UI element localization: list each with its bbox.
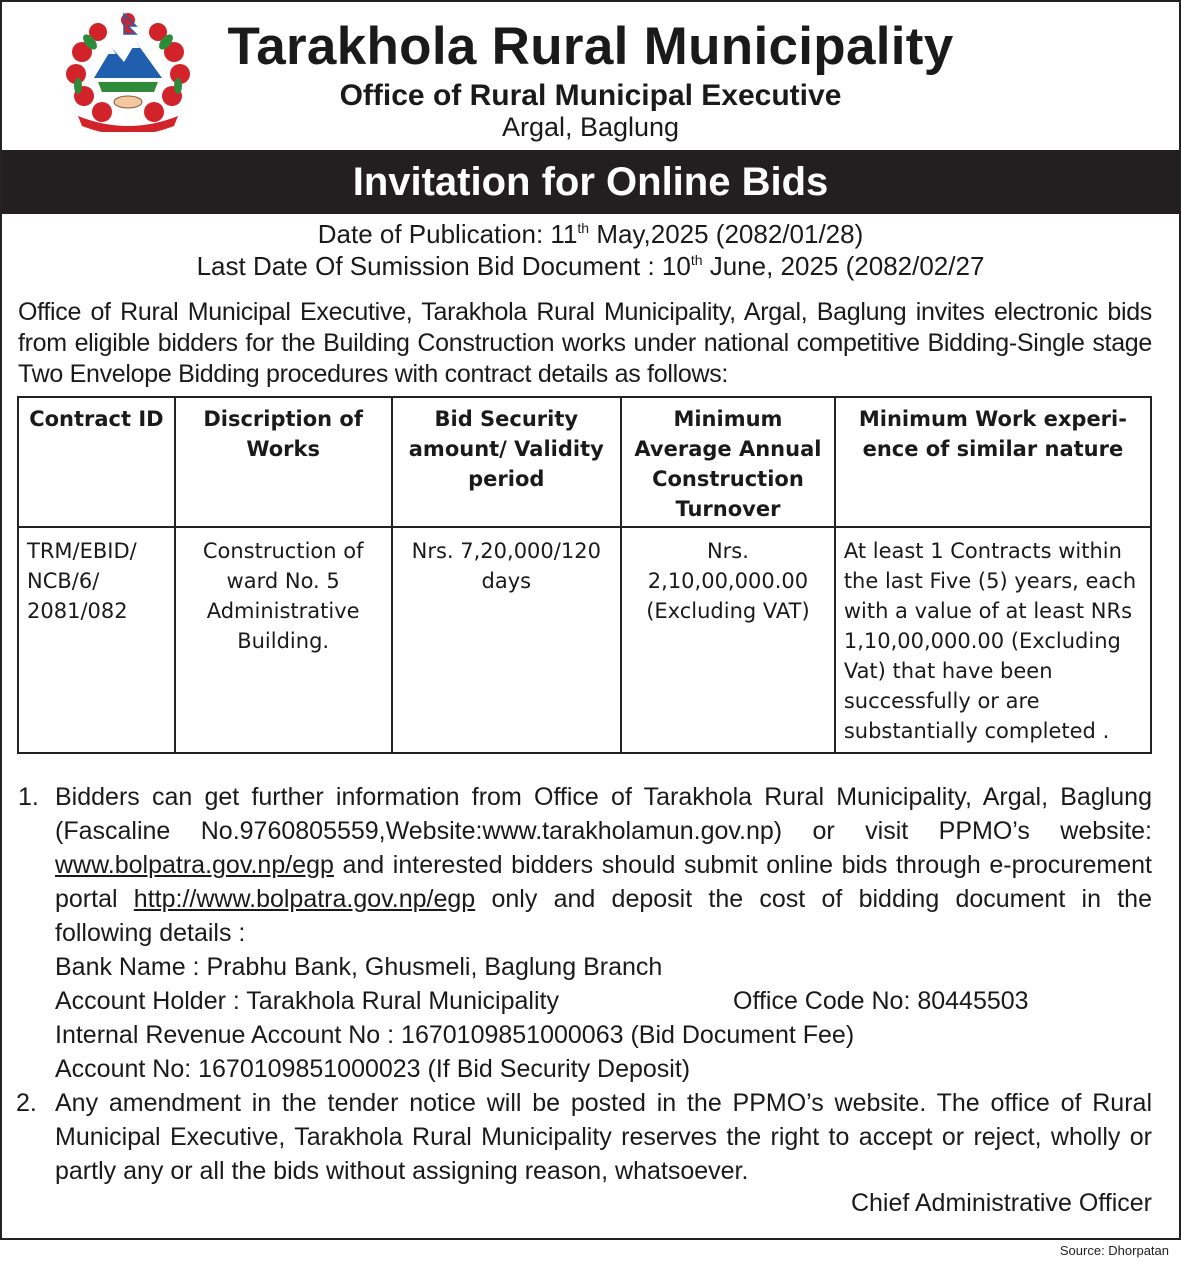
- condition-text: and interested bidders should submit online bids through e-procurement portal: [55, 851, 1152, 913]
- table-header-row: [18, 397, 1151, 527]
- signatory-title: Chief Administrative Officer: [850, 1189, 1152, 1217]
- office-location: Argal, Baglung: [501, 112, 680, 142]
- source-credit: Source: Dhorpatan: [1059, 1243, 1169, 1258]
- cell-bid-security: Nrs. 7,20,000/120 days: [392, 527, 622, 753]
- account-holder-row: [55, 984, 1152, 1018]
- col-description: Discription of Works: [175, 397, 392, 527]
- col-bid-security: Bid Security amount/ Validity period: [392, 397, 622, 527]
- col-contract-id: Contract ID: [18, 397, 175, 527]
- col-experience: Minimum Work experi-ence of similar nature: [835, 397, 1151, 527]
- condition-number: 1.: [18, 783, 39, 811]
- table-row: [18, 527, 1151, 753]
- conditions-list: [18, 780, 1152, 1188]
- condition-number: 2.: [16, 1089, 37, 1117]
- account-holder: Account Holder : Tarakhola Rural Municipality: [55, 987, 559, 1015]
- intro-paragraph: Office of Rural Municipal Executive, Tarakhola Rural Municipality, Argal, Baglung invites electronic bids from eligible bidders for the Building Construction works under national competitive Bidding-Single stage Two Envelope Bidding procedures with contract details as follows:: [18, 298, 1152, 388]
- bolpatra-link[interactable]: www.bolpatra.gov.np/egp: [55, 851, 334, 879]
- condition-item-1: [18, 780, 1152, 1086]
- cell-turnover: Nrs. 2,10,00,000.00 (Excluding VAT): [621, 527, 835, 753]
- col-turnover: Minimum Average Annual Construction Turnover: [621, 397, 835, 527]
- notice-header: [2, 2, 1179, 150]
- notice-banner: Invitation for Online Bids: [2, 150, 1179, 214]
- revenue-account: Internal Revenue Account No : 1670109851000063 (Bid Document Fee): [55, 1021, 855, 1049]
- cell-contract-id: TRM/EBID/ NCB/6/ 2081/082: [18, 527, 175, 753]
- publication-date: Date of Publication: 11th May,2025 (2082/01/28): [317, 219, 864, 249]
- condition-text: Bidders can get further information from Office of Tarakhola Rural Municipality, Argal, Baglung (Fascaline No.9760805559,Website:www.tarakholamun.gov.np) or visit PPMO’s website:: [55, 783, 1152, 845]
- municipality-title: Tarakhola Rural Municipality: [227, 17, 954, 76]
- cell-experience: At least 1 Contracts within the last Five (5) years, each with a value of at least NRs 1,10,00,000.00 (Excluding Vat) that have been successfully or are substantially completed .: [835, 527, 1151, 753]
- office-subtitle: Office of Rural Municipal Executive: [339, 79, 842, 112]
- office-code: Office Code No: 80445503: [733, 987, 1029, 1015]
- security-account: Account No: 1670109851000023 (If Bid Security Deposit): [55, 1055, 691, 1083]
- condition-item-2: [18, 1086, 1152, 1188]
- condition-text: Any amendment in the tender notice will be posted in the PPMO’s website. The office of Rural Municipal Executive, Tarakhola Rural Municipality reserves the right to accept or reject, wholly or partly any or all the bids without assigning reason, whatsoever.: [55, 1089, 1152, 1185]
- bank-name: Bank Name : Prabhu Bank, Ghusmeli, Baglung Branch: [55, 953, 663, 981]
- notice-dates: [0, 218, 1181, 282]
- contract-table: [17, 396, 1152, 754]
- cell-description: Construction of ward No. 5 Administrative Building.: [175, 527, 392, 753]
- submission-deadline: Last Date Of Sumission Bid Document : 10th June, 2025 (2082/02/27: [196, 251, 985, 281]
- egp-portal-link[interactable]: http://www.bolpatra.gov.np/egp: [133, 885, 476, 913]
- condition-text: only and deposit the cost of bidding document in the following details :: [55, 885, 1152, 947]
